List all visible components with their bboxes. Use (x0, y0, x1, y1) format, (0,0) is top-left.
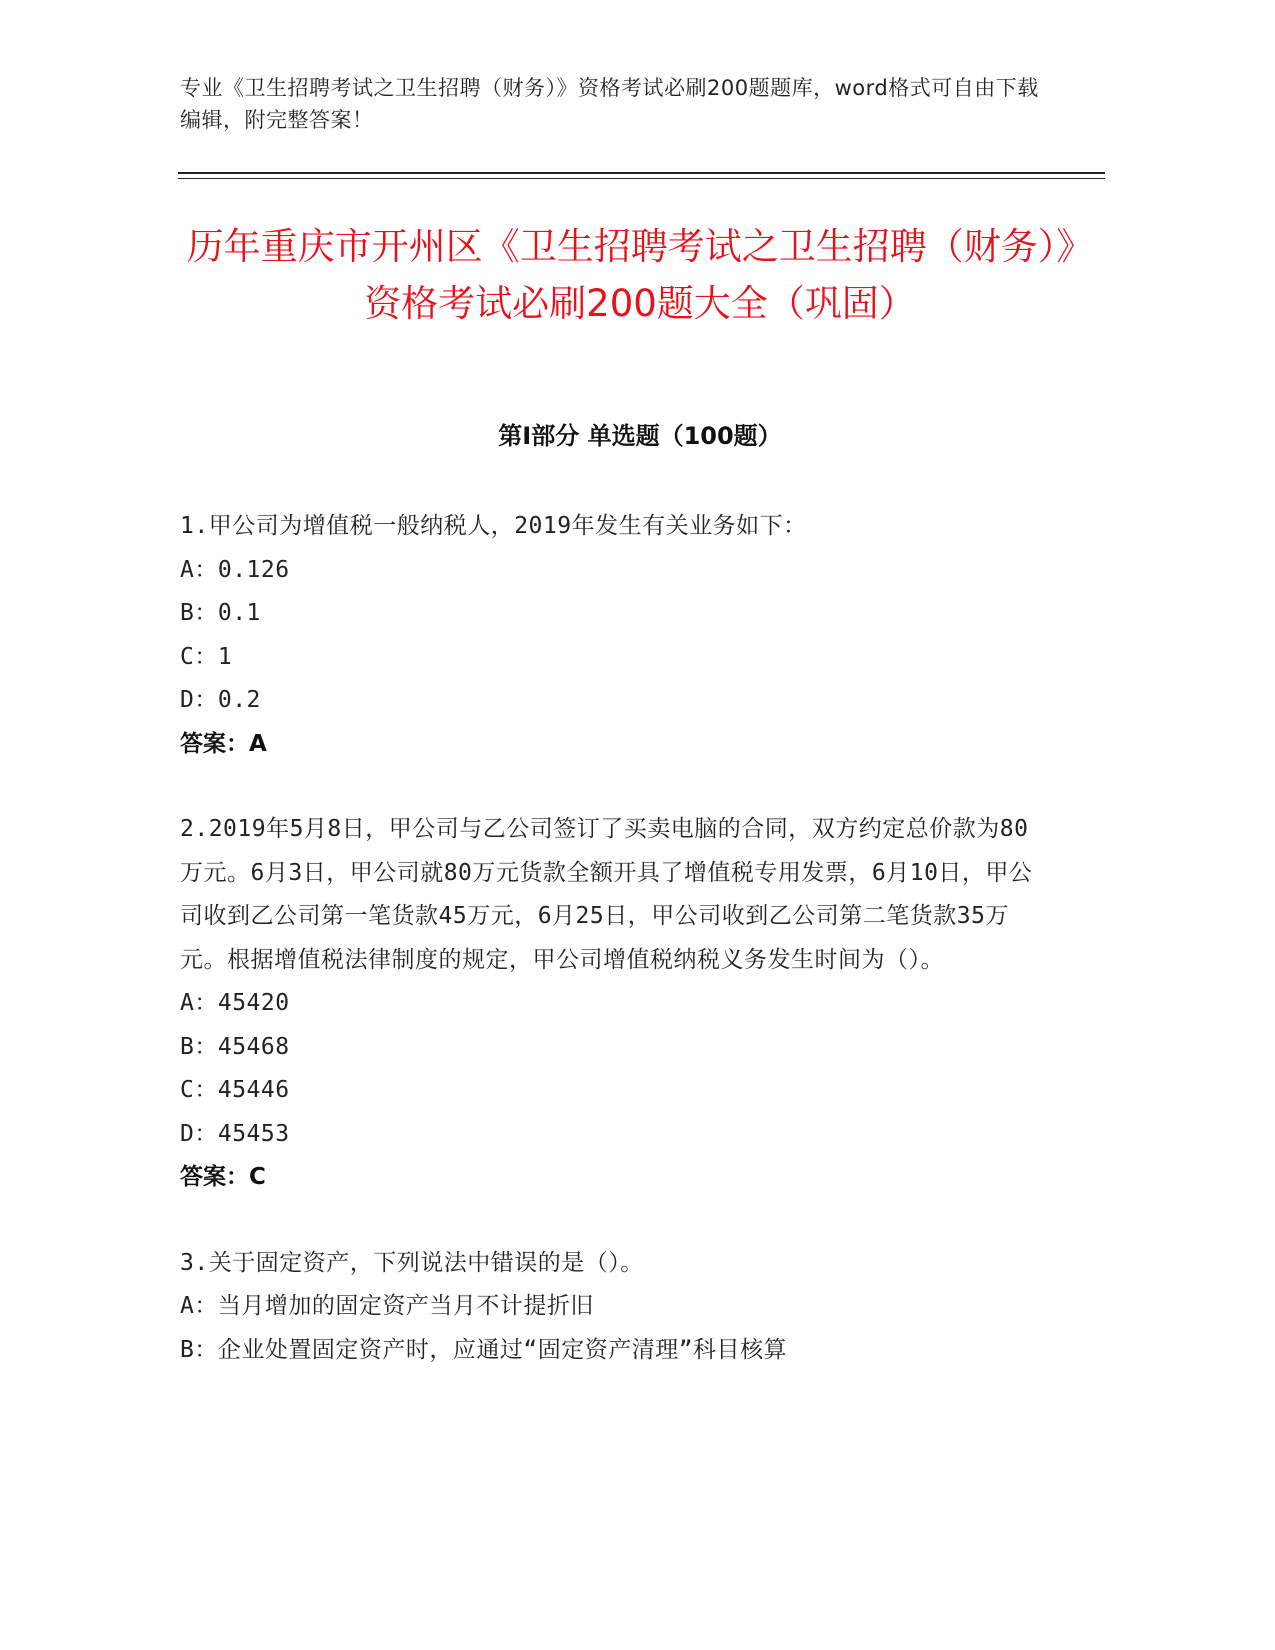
option-b: B：企业处置固定资产时，应通过“固定资产清理”科目核算 (180, 1336, 788, 1363)
question-2 (180, 808, 1040, 1200)
option-b: B：45468 (180, 1033, 290, 1060)
question-1 (180, 505, 1040, 766)
section-heading: 第I部分 单选题（100题） (498, 422, 782, 450)
header-divider (178, 172, 1105, 174)
option-d: D：45453 (180, 1120, 290, 1147)
question-3 (180, 1242, 1040, 1373)
header-divider-thin (178, 178, 1105, 179)
answer: 答案：C (180, 1164, 266, 1190)
option-a: A：45420 (180, 990, 290, 1016)
question-text: 2.2019年5月8日，甲公司与乙公司签订了买卖电脑的合同，双方约定总价款为80万元。6月3日，甲公司就80万元货款全额开具了增值税专用发票，6月10日，甲公司收到乙公司第一笔货款45万元，6月25日，甲公司收到乙公司第二笔货款35万元。根据增值税法律制度的规定，甲公司增值税纳税义务发生时间为（）。 (180, 816, 1033, 973)
question-text: 1.甲公司为增值税一般纳税人，2019年发生有关业务如下： (180, 513, 807, 539)
option-a: A：当月增加的固定资产当月不计提折旧 (180, 1293, 594, 1319)
option-a: A：0.126 (180, 556, 290, 583)
answer: 答案：A (180, 730, 267, 757)
option-d: D：0.2 (180, 687, 261, 713)
header-note: 专业《卫生招聘考试之卫生招聘（财务）》资格考试必刷200题题库，word格式可自由下载编辑，附完整答案！ (180, 76, 1039, 132)
option-c: C：45446 (180, 1077, 290, 1103)
document-title: 历年重庆市开州区《卫生招聘考试之卫生招聘（财务）》资格考试必刷200题大全（巩固） (186, 225, 1094, 325)
question-list (180, 505, 1040, 1414)
option-b: B：0.1 (180, 600, 261, 626)
question-text: 3.关于固定资产，下列说法中错误的是（）。 (180, 1249, 644, 1276)
option-c: C：1 (180, 643, 233, 670)
